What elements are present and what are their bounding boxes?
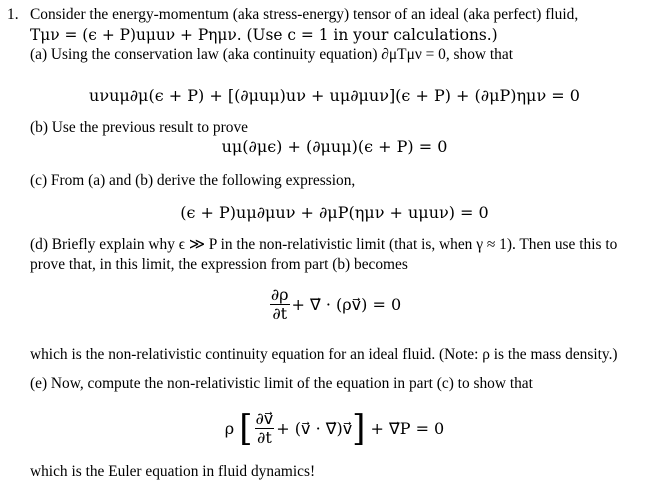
part-a-equation: uνuμ∂μ(ϵ + P) + [(∂μuμ)uν + uμ∂μuν](ϵ + P) + (∂μP)ημν = 0 bbox=[89, 86, 580, 105]
dv-dt-fraction bbox=[255, 410, 275, 448]
part-d-text-line2: prove that, in this limit, the expression from part (b) becomes bbox=[30, 256, 408, 273]
euler-rho: ρ bbox=[224, 419, 235, 439]
part-a-text: (a) Using the conservation law (aka continuity equation) ∂μTμν = 0, show that bbox=[30, 46, 513, 63]
part-b-text: (b) Use the previous result to prove bbox=[30, 119, 248, 136]
tensor-definition: Tμν = (ϵ + P)uμuν + Pημν. (Use c = 1 in your calculations.) bbox=[30, 26, 498, 44]
part-c-text: (c) From (a) and (b) derive the following expression, bbox=[30, 172, 356, 189]
drho-dt-fraction bbox=[270, 286, 290, 324]
part-b-equation: uμ(∂μϵ) + (∂μuμ)(ϵ + P) = 0 bbox=[221, 137, 448, 156]
euler-rest: + ∇⃗P = 0 bbox=[370, 419, 445, 439]
part-d-text-line1: (d) Briefly explain why ϵ ≫ P in the non-relativistic limit (that is, when γ ≈ 1). Then use this to bbox=[30, 236, 618, 253]
continuity-rest: + ∇⃗ · (ρv⃗) = 0 bbox=[291, 295, 402, 315]
euler-bracket-close: ] bbox=[352, 407, 366, 450]
problem-number: 1. bbox=[7, 6, 19, 23]
part-c-equation: (ϵ + P)uμ∂μuν + ∂μP(ημν + uμuν) = 0 bbox=[180, 203, 489, 222]
fraction-denominator: ∂t bbox=[272, 304, 288, 324]
part-e-after-text: which is the Euler equation in fluid dynamics! bbox=[30, 463, 316, 480]
euler-bracket-open: [ bbox=[239, 407, 253, 450]
part-e-text: (e) Now, compute the non-relativistic limit of the equation in part (c) to show that bbox=[30, 375, 533, 392]
part-d-after-text: which is the non-relativistic continuity equation for an ideal fluid. (Note: ρ is the mass density.) bbox=[30, 346, 618, 363]
continuity-equation bbox=[0, 286, 669, 324]
fraction-numerator: ∂ρ bbox=[270, 285, 289, 304]
euler-inner: + (v⃗ · ∇⃗)v⃗ bbox=[276, 419, 353, 439]
euler-equation bbox=[0, 407, 669, 450]
problem-intro-line1: Consider the energy-momentum (aka stress-energy) tensor of an ideal (aka perfect) fluid, bbox=[30, 6, 579, 23]
fraction-numerator: ∂v⃗ bbox=[255, 409, 274, 428]
fraction-denominator: ∂t bbox=[257, 428, 272, 448]
